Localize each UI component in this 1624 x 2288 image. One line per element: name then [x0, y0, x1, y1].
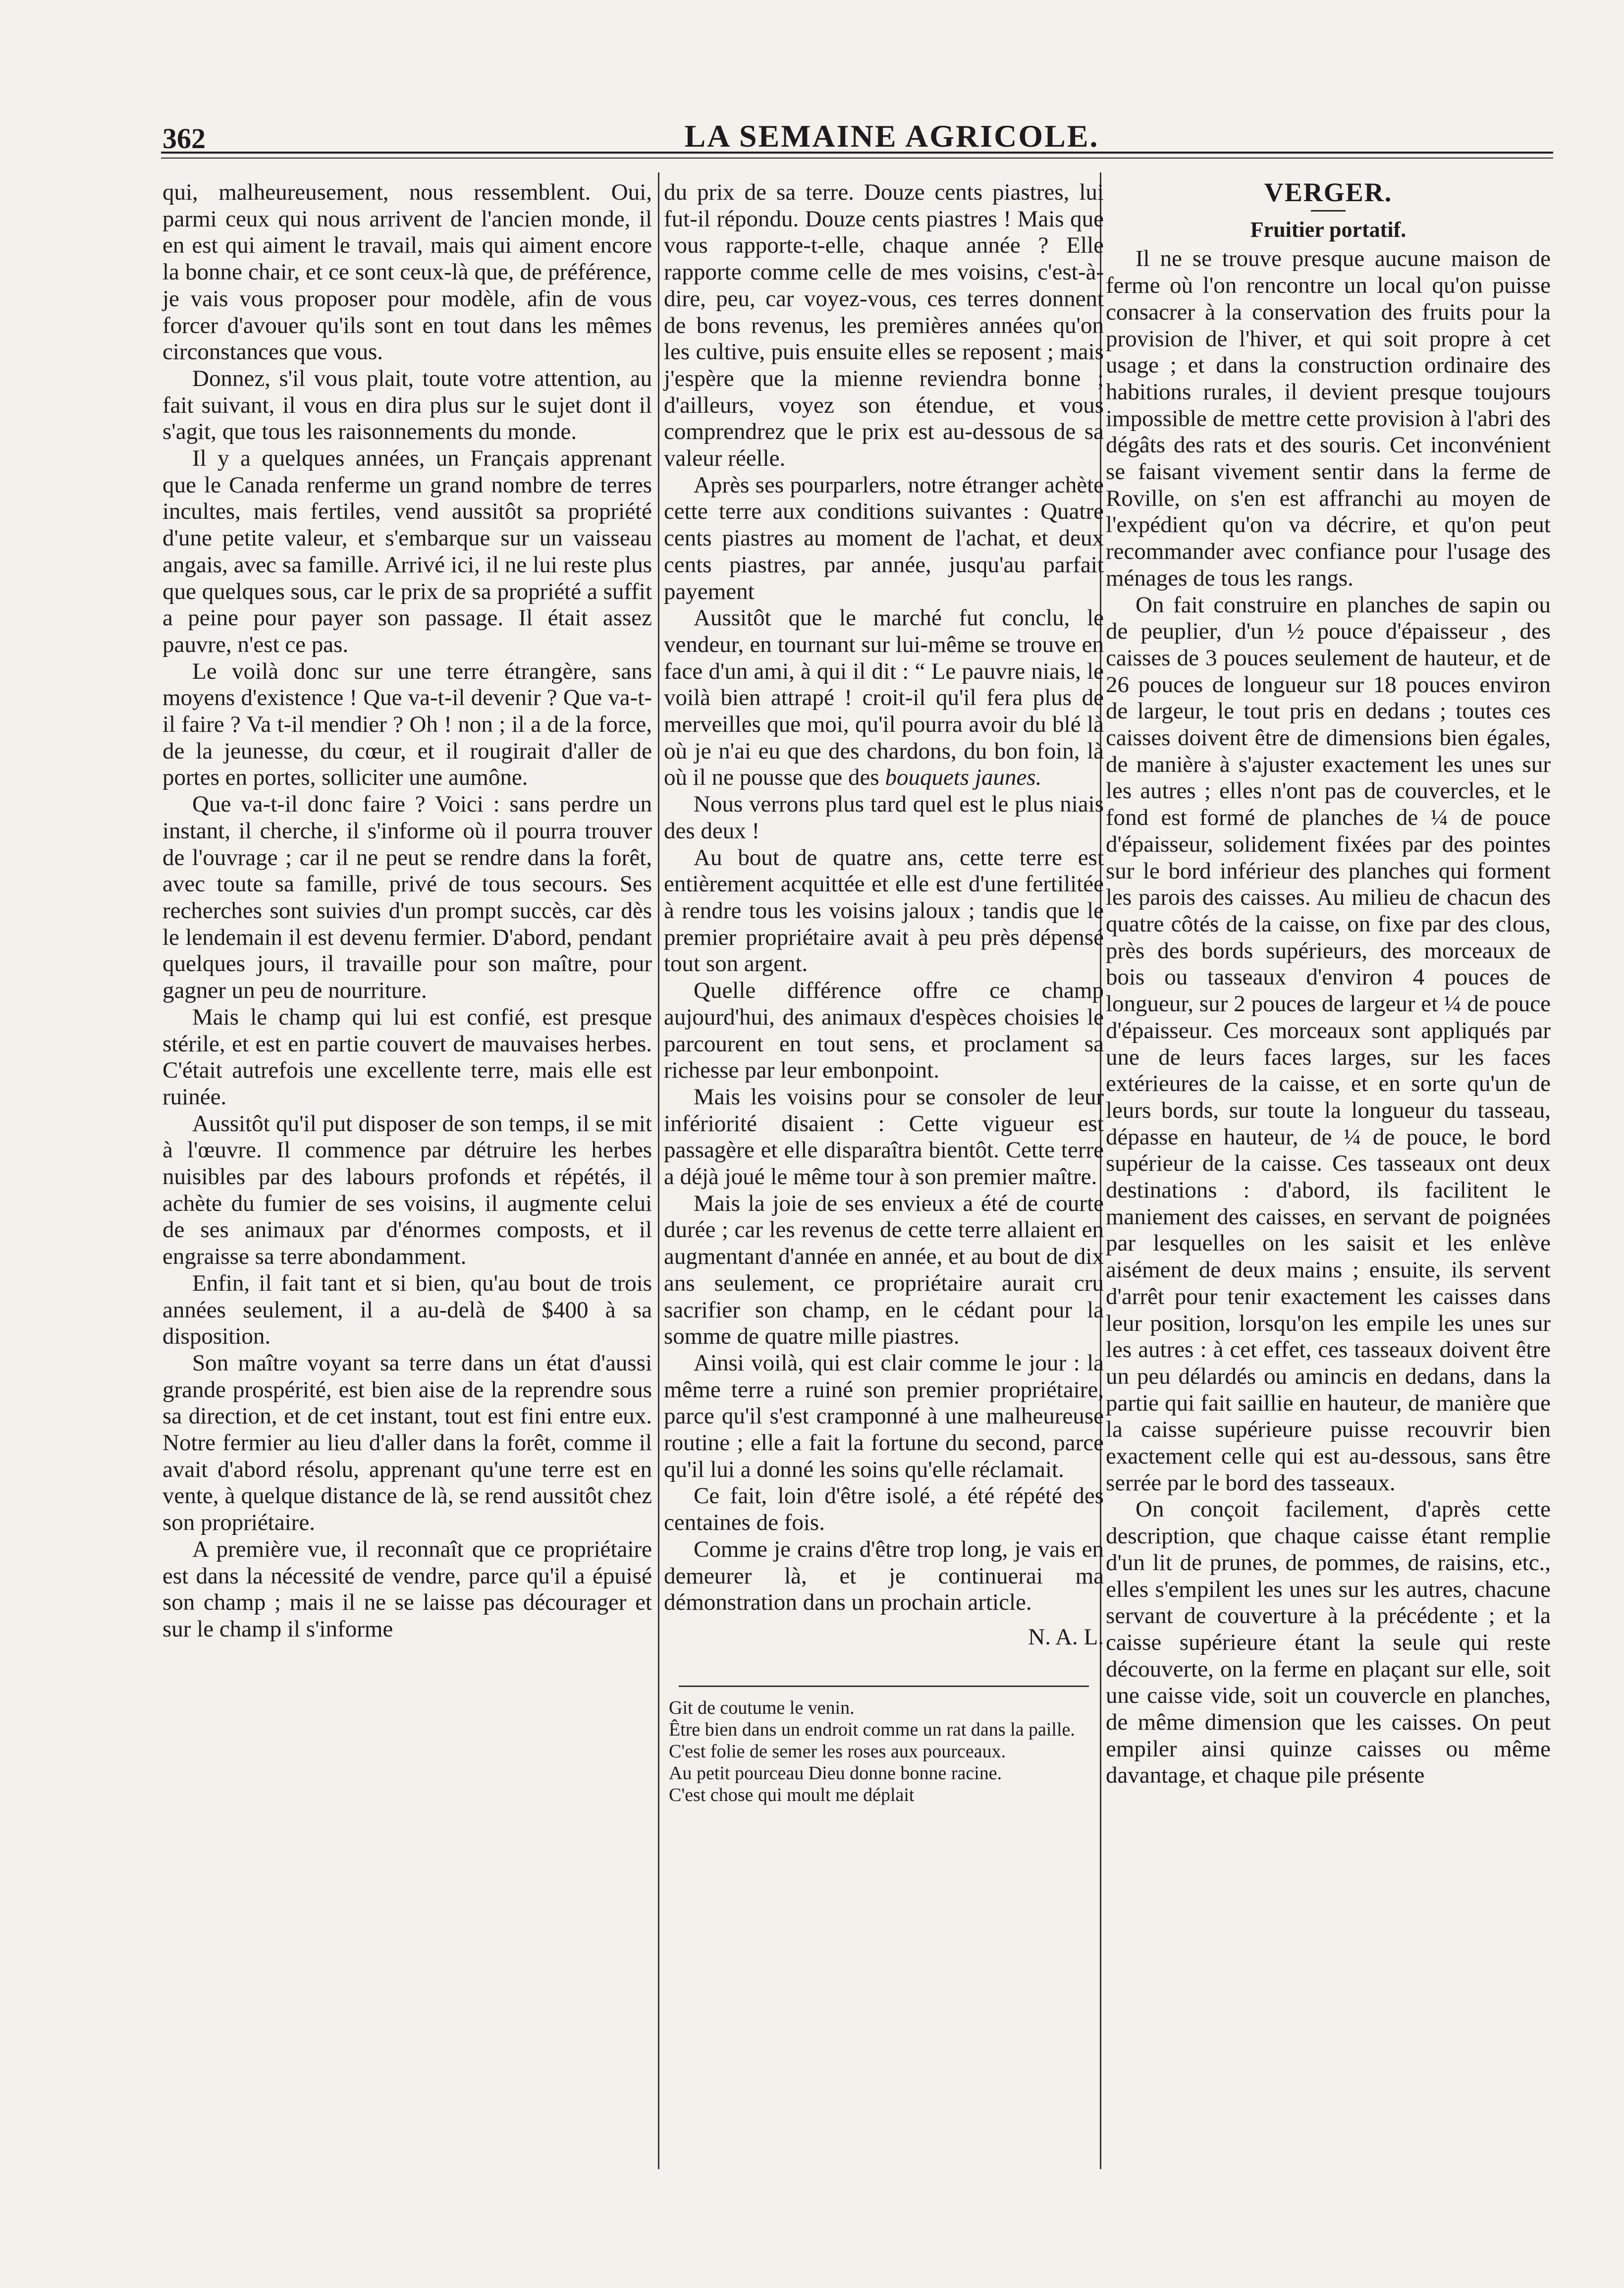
proverb: Au petit pourceau Dieu donne bonne racine. — [669, 1762, 1002, 1784]
paragraph-text: Aussitôt que le marché fut conclu, le vendeur, en tournant sur lui-même se trouve en face d'un ami, à qui il dit : “ Le pauvre niais, le voilà bien attrapé ! croit-il qu'il fera plus de merveilles que moi, qu'il pourra avoir du blé là où je n'ai eu que des chardons, du bon foin, là où il ne pousse que des — [664, 605, 1104, 791]
proverb: Git de coutume le venin. — [669, 1697, 855, 1718]
paragraph: Il ne se trouve presque aucune maison de ferme où l'on rencontre un local qu'on puisse consacrer à la conservation des fruits pour la provision de l'hiver, et qui soit propre à cet usage ; et dans la construction ordinaire des habitions rurales, il devient presque toujours impossible de mettre cette provision à l'abri des dégâts des rats et des souris. Cet inconvénient se faisant vivement sentir dans la ferme de Roville, on s'en est affranchi au moyen de l'expédient qu'on va décrire, et qu'on peut recommander avec confiance pour l'usage des ménages de tous les rangs. — [1106, 246, 1551, 591]
paragraph: Le voilà donc sur une terre étrangère, sans moyens d'existence ! Que va-t-il devenir ? Que va-t-il faire ? Va t-il mendier ? Oh ! non ; il a de la force, de la jeunesse, du cœur, et il rougirait d'aller de portes en portes, solliciter une aumône. — [162, 658, 652, 791]
italic-phrase: bouquets jaunes. — [885, 764, 1042, 791]
paragraph: Après ses pourparlers, notre étranger achète cette terre aux conditions suivantes : Quatre cents piastres au moment de l'achat, et deux cents piastres, par année, jusqu'au parfait payement — [664, 472, 1104, 604]
paragraph: Quelle différence offre ce champ aujourd'hui, des animaux d'espèces choisies le parcourent en tout sens, et proclament sa richesse par leur embonpoint. — [664, 978, 1104, 1084]
paragraph — [664, 605, 1104, 791]
column-divider-1 — [658, 172, 659, 2169]
section-title: VERGER. — [1264, 177, 1393, 207]
paragraph: On conçoit facilement, d'après cette description, que chaque caisse étant remplie d'un lit de prunes, de pommes, de raisins, etc., elles s'empilent les unes sur les autres, chacune servant de couverture à la précédente ; et la caisse supérieure étant la seule qui reste découverte, on la ferme en plaçant sur elle, soit une caisse vide, soit un couvercle en planches, de même dimension que les caisses. On peut empiler ainsi quinze caisses ou même davantage, et chaque pile présente — [1106, 1496, 1551, 1789]
paragraph: Mais la joie de ses envieux a été de courte durée ; car les revenus de cette terre allaient en augmentant d'année en année, et au bout de dix ans seulement, ce propriétaire aurait cru sacrifier son champ, en le cédant pour la somme de quatre mille piastres. — [664, 1190, 1104, 1350]
footnote-rule — [679, 1686, 1089, 1687]
paragraph: Donnez, s'il vous plait, toute votre attention, au fait suivant, il vous en dira plus sur le sujet dont il s'agit, que tous les raisonnements du monde. — [162, 365, 652, 445]
article-column-2 — [664, 179, 1104, 1806]
paragraph: Au bout de quatre ans, cette terre est entièrement acquittée et elle est d'une fertilitée à rendre tous les voisins jaloux ; tandis que le premier propriétaire avait à peu près dépensé tout son argent. — [664, 844, 1104, 977]
paragraph: Enfin, il fait tant et si bien, qu'au bout de trois années seulement, il a au-delà de $400 à sa disposition. — [162, 1270, 652, 1350]
paragraph: Aussitôt qu'il put disposer de son temps, il se mit à l'œuvre. Il commence par détruire les herbes nuisibles par des labours profonds et répétés, il achète du fumier de ses voisins, il augmente celui de ses animaux par d'énormes composts, et il engraisse sa terre abondamment. — [162, 1110, 652, 1270]
paragraph: du prix de sa terre. Douze cents piastres, lui fut-il répondu. Douze cents piastres ! Mais que vous rapporte-t-elle, chaque année ? Elle rapporte comme celle de mes voisins, c'est-à-dire, peu, car voyez-vous, ces terres donnent de bons revenus, les premières années qu'on les cultive, puis ensuite elles se reposent ; mais j'espère que la mienne reviendra bonne ; d'ailleurs, voyez son étendue, et vous comprendrez que le prix est au-dessous de sa valeur réelle. — [664, 179, 1104, 472]
paragraph: Mais les voisins pour se consoler de leur infériorité disaient : Cette vigueur est passagère et elle disparaîtra bientôt. Cette terre a déjà joué le même tour à son premier maître. — [664, 1084, 1104, 1190]
author-signature: N. A. L. — [1028, 1624, 1104, 1650]
paragraph: Ainsi voilà, qui est clair comme le jour : la même terre a ruiné son premier propriétaire, parce qu'il s'est cramponné à une malheureuse routine ; elle a fait la fortune du second, parce qu'il lui a donné les soins qu'elle réclamait. — [664, 1350, 1104, 1482]
paragraph: Mais le champ qui lui est confié, est presque stérile, et est en partie couvert de mauvaises herbes. C'était autrefois une excellente terre, mais elle est ruinée. — [162, 1004, 652, 1110]
header-rule — [161, 152, 1553, 154]
proverb: Être bien dans un endroit comme un rat dans la paille. — [669, 1719, 1075, 1740]
paragraph: Il y a quelques années, un Français apprenant que le Canada renferme un grand nombre de terres incultes, mais fertiles, vend aussitôt sa propriété d'une petite valeur, et s'embarque sur un vaisseau angais, avec sa famille. Arrivé ici, il ne lui reste plus que quelques sous, car le prix de sa propriété a suffit a peine pour payer son passage. Il était assez pauvre, n'est ce pas. — [162, 445, 652, 657]
header-rule-thin — [161, 158, 1553, 159]
journal-title: LA SEMAINE AGRICOLE. — [684, 118, 1099, 154]
paragraph: A première vue, il reconnaît que ce propriétaire est dans la nécessité de vendre, parce qu'il a épuisé son champ ; mais il ne se laisse pas décourager et sur le champ il s'informe — [162, 1536, 652, 1642]
paragraph: Nous verrons plus tard quel est le plus niais des deux ! — [664, 791, 1104, 844]
paragraph: Son maître voyant sa terre dans un état d'aussi grande prospérité, est bien aise de la reprendre sous sa direction, et de cet instant, tout est fini entre eux. Notre fermier au lieu d'aller dans la forêt, comme il avait d'abord résolu, apprenant qu'une terre est en vente, à quelque distance de là, se rend aussitôt chez son propriétaire. — [162, 1350, 652, 1536]
proverb: C'est folie de semer les roses aux pourceaux. — [669, 1741, 1006, 1762]
paragraph: On fait construire en planches de sapin ou de peuplier, d'un ½ pouce d'épaisseur , des caisses de 3 pouces seulement de hauteur, et de 26 pouces de longueur sur 18 pouces environ de largeur, le tout pris en dedans ; toutes ces caisses doivent être de dimensions bien égales, de manière à s'ajuster exactement les unes sur les autres ; elles n'ont pas de couvercles, et le fond est formé de planches de ¼ de pouce d'épaisseur, solidement fixées par des pointes sur le bord inférieur des planches qui forment les parois des caisses. Au milieu de chacun des quatre côtés de la caisse, on fixe par des clous, près des bords supérieurs, des morceaux de bois ou tasseaux d'environ 4 pouces de longueur, sur 2 pouces de largeur et ¼ de pouce d'épaisseur. Ces morceaux sont appliqués par une de leurs faces larges, sur les faces extérieures de la caisse, et en sorte qu'un de leurs bords, sur toute la longueur du tasseau, dépasse en hauteur, de ¼ de pouce, le bord supérieur de la caisse. Ces tasseaux ont deux destinations : d'abord, ils facilitent le maniement des caisses, en servant de poignées par lesquelles on les saisit et les enlève aisément de deux mains ; ensuite, ils servent d'arrêt pour tenir exactement les caisses dans leur position, lorsqu'on les empile les unes sur les autres : à cet effet, ces tasseaux doivent être un peu délardés ou amincis en dedans, dans la partie qui fait saillie en hauteur, de manière que la caisse supérieure puisse recouvrir bien exactement celle qui est au-dessous, sans être serrée par le bord des tasseaux. — [1106, 592, 1551, 1496]
paragraph: Comme je crains d'être trop long, je vais en demeurer là, et je continuerai ma démonstration dans un prochain article. — [664, 1536, 1104, 1616]
paragraph: qui, malheureusement, nous ressemblent. Oui, parmi ceux qui nous arrivent de l'ancien monde, il en est qui aiment le travail, mais qui aiment encore la bonne chair, et ce sont ceux-là que, de préférence, je vais vous proposer pour modèle, afin de vous forcer d'avouer qu'ils sont en tout dans les mêmes circonstances que vous. — [162, 179, 652, 365]
article-column-1 — [162, 179, 652, 1643]
proverbs-list — [664, 1697, 1104, 1806]
paragraph: Ce fait, loin d'être isolé, a été répété des centaines de fois. — [664, 1483, 1104, 1536]
section-dash — [1311, 210, 1346, 212]
paragraph: Que va-t-il donc faire ? Voici : sans perdre un instant, il cherche, il s'informe où il pourra trouver de l'ouvrage ; car il ne peut se rendre dans la forêt, avec toute sa famille, privé de tous secours. Ses recherches sont suivies d'un prompt succès, car dès le lendemain il est devenu fermier. D'abord, pendant quelques jours, il travaille pour son maître, pour gagner un peu de nourriture. — [162, 791, 652, 1004]
article-subtitle: Fruitier portatif. — [1250, 217, 1407, 242]
article-column-3 — [1106, 179, 1551, 1789]
page-number: 362 — [162, 122, 206, 155]
proverb: C'est chose qui moult me déplait — [669, 1784, 915, 1805]
